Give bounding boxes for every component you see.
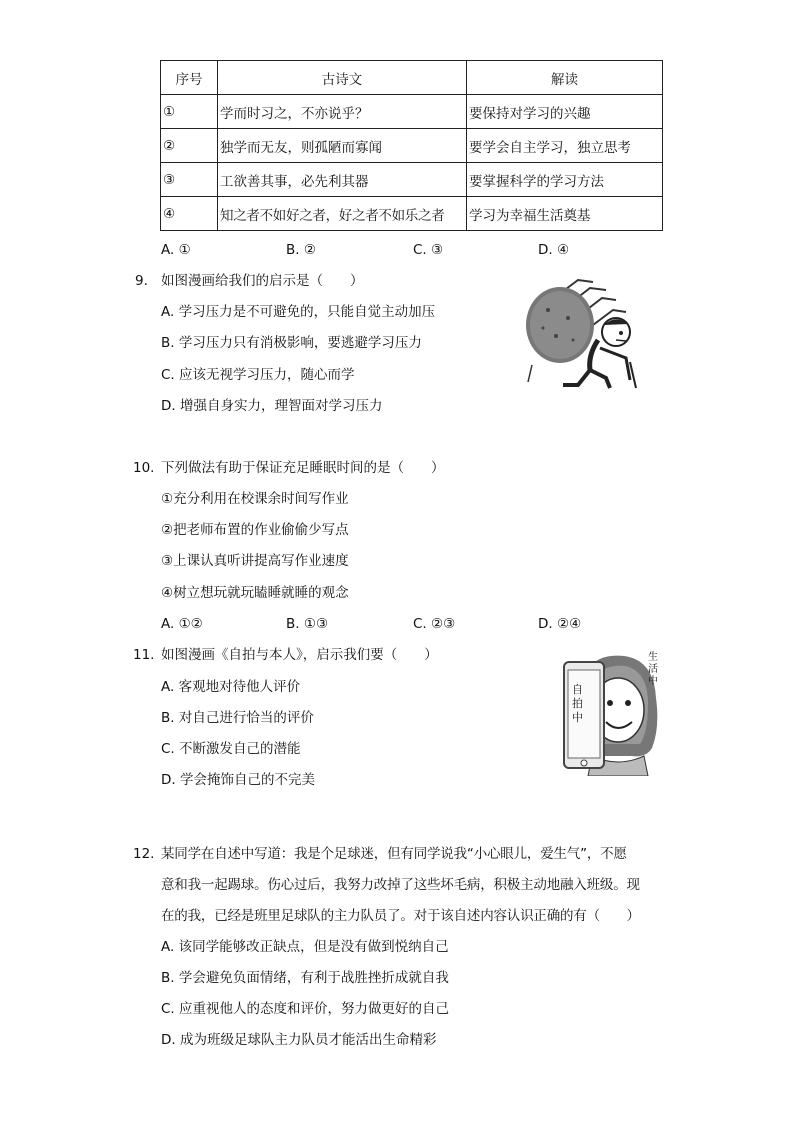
header-interpretation: 解读 [467,61,663,95]
option-c[interactable]: C. ②③ [413,616,456,632]
table-header-row [161,61,663,95]
life-label-char: 活 [648,664,658,675]
q12-stem-line-3: 在的我，已经是班里足球队的主力队员了。对于该自述内容认识正确的有（ ） [161,908,640,924]
poem-table [160,60,663,231]
q9-stem: 如图漫画给我们的启示是（ ） [161,273,364,289]
q10-item-2: ②把老师布置的作业偷偷少写点 [161,522,349,538]
q9-option-d[interactable]: D. 增强自身实力，理智面对学习压力 [161,398,383,414]
option-b[interactable]: B. ①③ [286,616,329,632]
cell-poem: 学而时习之，不亦说乎？ [218,95,467,129]
q9-option-c[interactable]: C. 应该无视学习压力，随心而学 [161,367,355,383]
header-index: 序号 [161,61,218,95]
cell-poem: 工欲善其事，必先利其器 [218,163,467,197]
q9-option-a[interactable]: A. 学习压力是不可避免的，只能自觉主动加压 [161,304,436,320]
cell-poem: 独学而无友，则孤陋而寡闻 [218,129,467,163]
q12-stem-line-2: 意和我一起踢球。伤心过后，我努力改掉了这些坏毛病，积极主动地融入班级。现 [161,877,640,893]
header-poem: 古诗文 [218,61,467,95]
q10-item-4: ④树立想玩就玩瞌睡就睡的观念 [161,585,349,601]
cell-interpretation: 学习为幸福生活奠基 [467,197,663,231]
q12-option-a[interactable]: A. 该同学能够改正缺点，但是没有做到悦纳自己 [161,939,449,955]
option-a[interactable]: A. ① [161,242,191,258]
option-d[interactable]: D. ②④ [538,616,582,632]
table-row [161,95,663,129]
q11-number: 11. [133,647,155,663]
phone-label-char: 拍 [572,697,583,710]
q10-number: 10. [133,460,155,476]
option-c[interactable]: C. ③ [413,242,444,258]
q12-number: 12. [133,846,155,862]
q12-stem-line-1: 某同学在自述中写道：我是个足球迷，但有同学说我“小心眼儿，爱生气”，不愿 [161,846,627,862]
table-row [161,129,663,163]
option-d[interactable]: D. ④ [538,242,570,258]
cell-index: ① [161,95,218,129]
life-label-char: 中 [648,676,658,687]
q10-item-1: ①充分利用在校课余时间写作业 [161,491,349,507]
option-b[interactable]: B. ② [286,242,316,258]
q11-option-c[interactable]: C. 不断激发自己的潜能 [161,741,301,757]
selfie-cartoon-image [562,648,662,776]
q12-option-b[interactable]: B. 学会避免负面情绪，有利于战胜挫折成就自我 [161,970,449,986]
table-row [161,197,663,231]
pressure-cartoon-image [518,270,656,390]
q11-option-a[interactable]: A. 客观地对待他人评价 [161,679,301,695]
q11-option-d[interactable]: D. 学会掩饰自己的不完美 [161,772,315,788]
q9-number: 9. [135,273,148,289]
q12-option-d[interactable]: D. 成为班级足球队主力队员才能活出生命精彩 [161,1032,437,1048]
cell-interpretation: 要保持对学习的兴趣 [467,95,663,129]
cell-interpretation: 要掌握科学的学习方法 [467,163,663,197]
q11-stem: 如图漫画《自拍与本人》，启示我们要（ ） [161,647,438,663]
q10-stem: 下列做法有助于保证充足睡眠时间的是（ ） [161,460,445,476]
table-row [161,163,663,197]
option-a[interactable]: A. ①② [161,616,203,632]
q12-option-c[interactable]: C. 应重视他人的态度和评价，努力做更好的自己 [161,1001,450,1017]
cell-index: ② [161,129,218,163]
cell-index: ④ [161,197,218,231]
q9-option-b[interactable]: B. 学习压力只有消极影响，要逃避学习压力 [161,335,422,351]
q10-item-3: ③上课认真听讲提高写作业速度 [161,553,349,569]
life-label-char: 生 [648,652,658,663]
cell-poem: 知之者不如好之者，好之者不如乐之者 [218,197,467,231]
phone-label-char: 中 [572,711,583,724]
cell-index: ③ [161,163,218,197]
cell-interpretation: 要学会自主学习，独立思考 [467,129,663,163]
q11-option-b[interactable]: B. 对自己进行恰当的评价 [161,710,314,726]
phone-label-char: 自 [572,683,583,696]
